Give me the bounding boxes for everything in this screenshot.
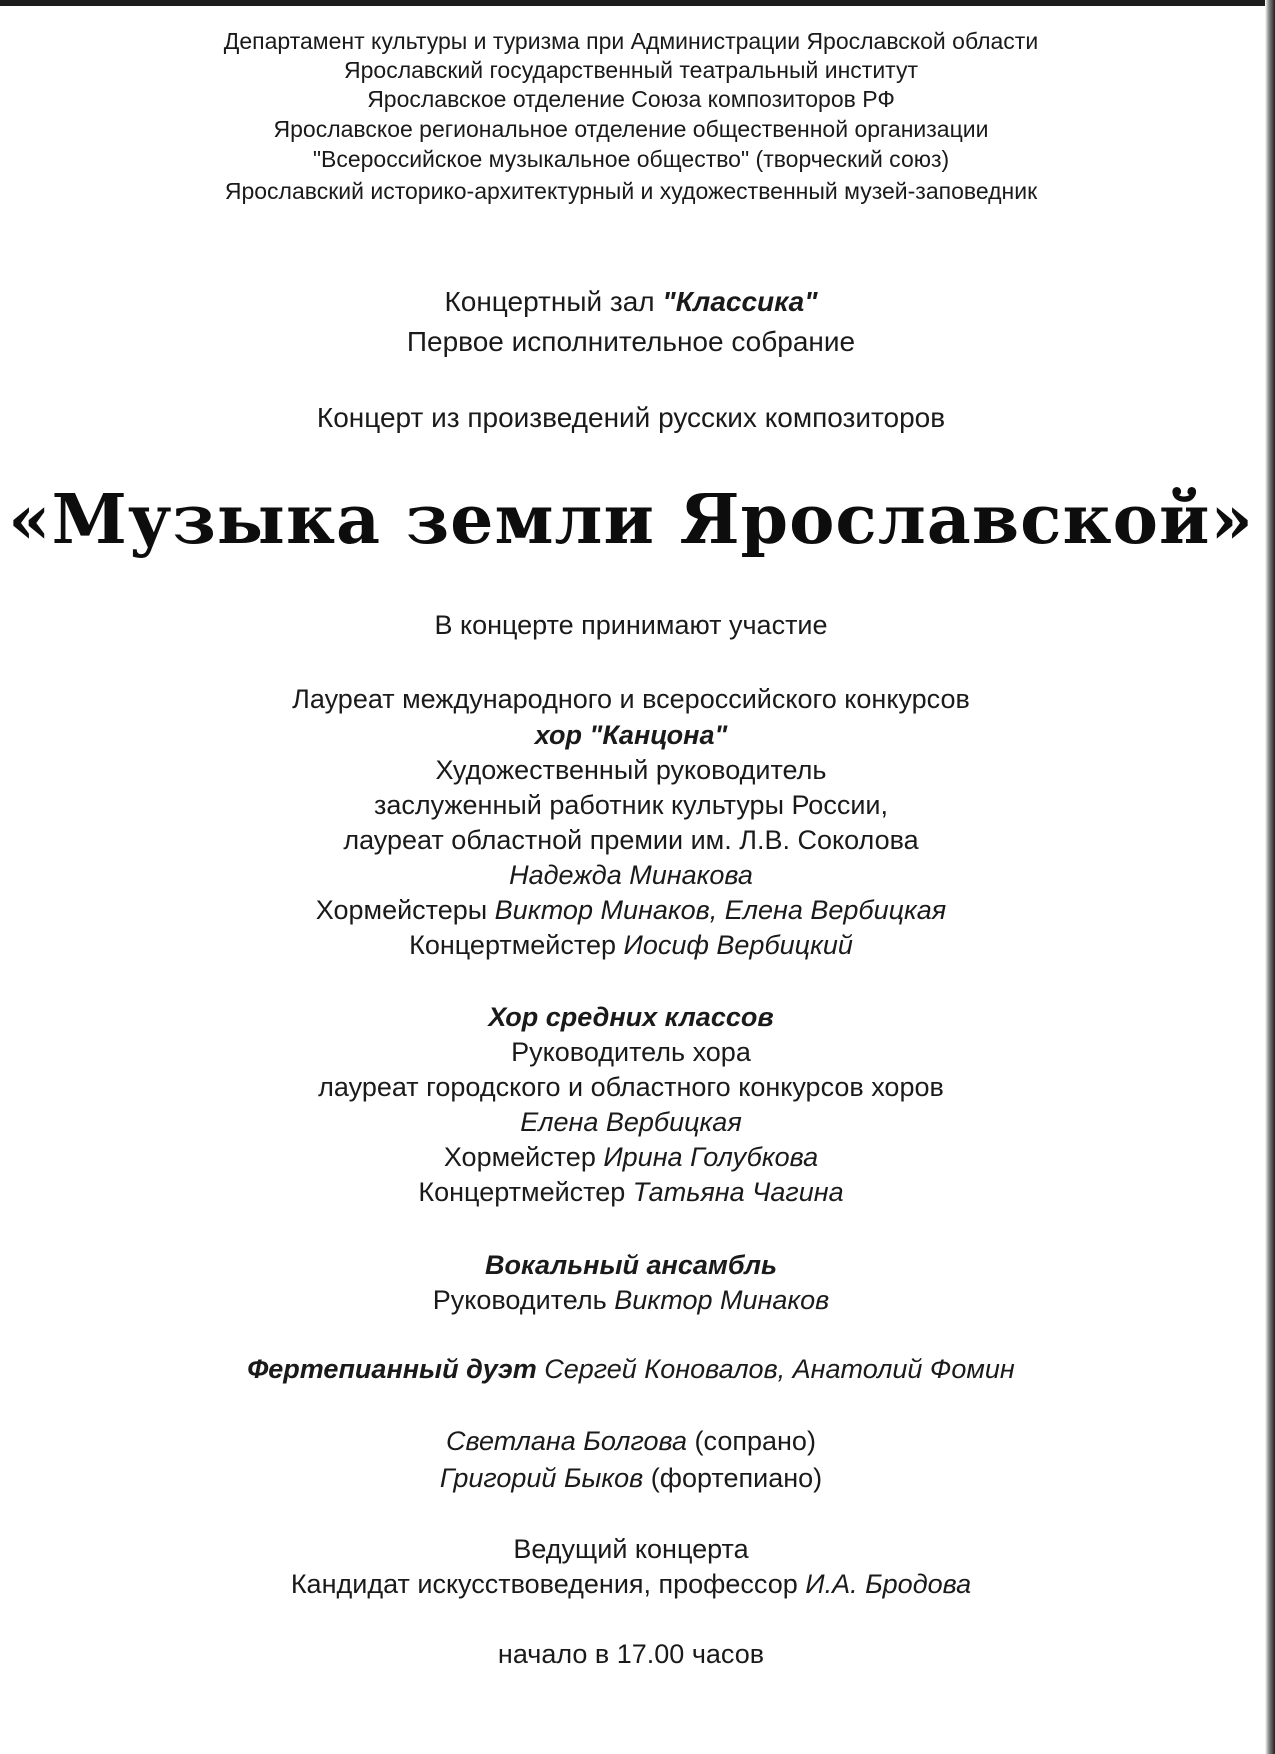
middle-choir-leader-title: лауреат городского и областного конкурсов хоров: [318, 1072, 944, 1102]
kanzona-choirmasters-label: Хормейстеры: [315, 895, 495, 925]
middle-choir-choirmaster-label: Хормейстер: [443, 1142, 604, 1172]
vocal-ensemble-leader-label: Руководитель: [432, 1285, 615, 1315]
middle-choir-leader-role: Руководитель хора: [511, 1037, 751, 1067]
host-line: [0, 1571, 1262, 1598]
piano-duet: [0, 1356, 1262, 1383]
concert-subtitle: Концерт из произведений русских композиторов: [316, 402, 946, 433]
start-time: начало в 17.00 часов: [497, 1639, 765, 1669]
organizer-line: Ярославское отделение Союза композиторов РФ: [367, 86, 895, 112]
venue-prefix: Концертный зал: [444, 286, 663, 317]
organizer-line: Ярославский историко-архитектурный и художественный музей-заповедник: [224, 178, 1038, 204]
kanzona-laureate: Лауреат международного и всероссийского конкурсов: [292, 684, 970, 714]
kanzona-name: хор "Канцона": [534, 720, 728, 750]
organizer-line: Ярославский государственный театральный институт: [344, 57, 918, 83]
host-label: Ведущий концерта: [513, 1534, 749, 1564]
middle-choir-choirmaster-name: Ирина Голубкова: [603, 1142, 819, 1172]
venue-line: [0, 288, 1262, 316]
soloist-name: Григорий Быков: [439, 1463, 644, 1493]
assembly-line: Первое исполнительное собрание: [406, 326, 856, 357]
organizer-line: "Всероссийское музыкальное общество" (творческий союз): [312, 146, 950, 172]
vocal-ensemble-name: Вокальный ансамбль: [484, 1250, 778, 1280]
organizer-line: Ярославское региональное отделение общественной организации: [273, 116, 989, 142]
organizer-line: Департамент культуры и туризма при Администрации Ярославской области: [223, 28, 1039, 54]
soloist-name: Светлана Болгова: [446, 1426, 688, 1456]
vocal-ensemble-leader: [0, 1287, 1262, 1314]
piano-duet-label: Фертепианный дуэт: [247, 1354, 545, 1384]
kanzona-director-title-2: лауреат областной премии им. Л.В. Соколова: [343, 825, 919, 855]
middle-choir-accompanist-name: Татьяна Чагина: [632, 1177, 844, 1207]
soloist-line: [0, 1428, 1262, 1455]
kanzona-accompanist-name: Иосиф Вербицкий: [623, 930, 853, 960]
kanzona-director-title-1: заслуженный работник культуры России,: [374, 790, 888, 820]
kanzona-accompanist-label: Концертмейстер: [409, 930, 624, 960]
host-name: И.А. Бродова: [805, 1569, 972, 1599]
soloist-line: [0, 1465, 1262, 1492]
kanzona-accompanist: [0, 932, 1262, 959]
middle-choir-accompanist: [0, 1179, 1262, 1206]
kanzona-director-role: Художественный руководитель: [435, 755, 827, 785]
middle-choir-choirmaster: [0, 1144, 1262, 1171]
vocal-ensemble-leader-name: Виктор Минаков: [614, 1285, 830, 1315]
middle-choir-name: Хор средних классов: [488, 1002, 774, 1032]
kanzona-choirmasters-names: Виктор Минаков, Елена Вербицкая: [494, 895, 947, 925]
kanzona-choirmasters: [0, 897, 1262, 924]
concert-title: «Музыка земли Ярославской»: [8, 480, 1254, 560]
kanzona-director-name: Надежда Минакова: [509, 860, 753, 890]
participants-intro: В концерте принимают участие: [434, 610, 828, 640]
middle-choir-leader-name: Елена Вербицкая: [520, 1107, 742, 1137]
scan-edge-right: [1265, 0, 1275, 1754]
middle-choir-accompanist-label: Концертмейстер: [418, 1177, 633, 1207]
host-title: Кандидат искусствоведения, профессор: [290, 1569, 806, 1599]
soloist-role: (сопрано): [687, 1426, 816, 1456]
venue-name: "Классика": [662, 286, 818, 317]
piano-duet-names: Сергей Коновалов, Анатолий Фомин: [544, 1354, 1015, 1384]
soloist-role: (фортепиано): [643, 1463, 823, 1493]
